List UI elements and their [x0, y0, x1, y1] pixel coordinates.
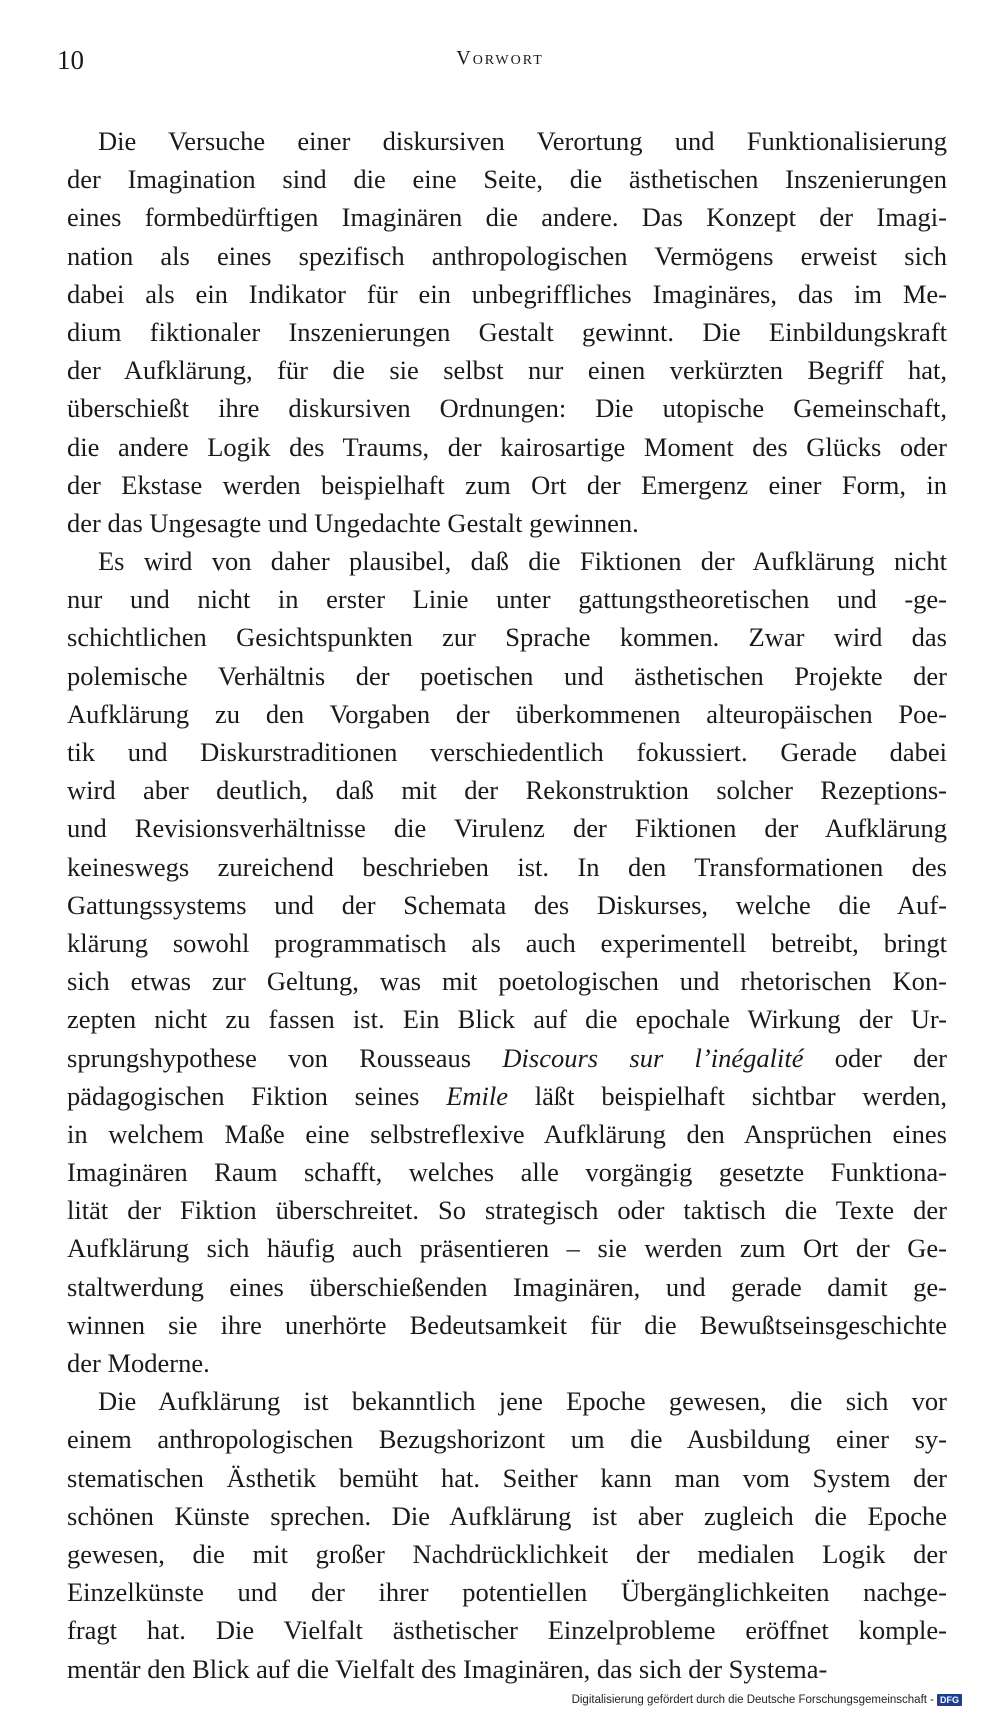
text-line — [67, 771, 947, 809]
text-segment: schichtlichen Gesichtspunkten zur Sprache kommen. Zwar wird das — [67, 622, 947, 653]
text-line — [67, 1153, 947, 1191]
text-line — [67, 1268, 947, 1306]
text-segment: Es wird von daher plausibel, daß die Fiktionen der Aufklärung nicht — [98, 546, 947, 577]
text-line — [67, 1077, 947, 1115]
text-line — [67, 809, 947, 847]
italic-title: Discours sur l’inégalité — [502, 1042, 804, 1073]
text-segment: Die Versuche einer diskursiven Verortung und Funktionalisierung — [98, 126, 947, 156]
text-segment: in welchem Maße eine selbstreflexive Aufklärung den Ansprüchen eines — [67, 1118, 947, 1149]
paragraph — [67, 1382, 947, 1688]
text-line — [67, 1535, 947, 1573]
text-segment: läßt beispielhaft sichtbar werden, — [508, 1080, 948, 1111]
text-segment: sprungshypothese von Rousseaus — [67, 1042, 503, 1073]
text-segment: die andere Logik des Traums, der kairosartige Moment des Glücks oder — [67, 431, 947, 462]
text-segment: Imaginären Raum schafft, welches alle vorgängig gesetzte Funktiona- — [67, 1157, 947, 1188]
italic-title: Emile — [446, 1080, 508, 1111]
dfg-logo: DFG — [937, 1694, 962, 1706]
text-line — [67, 542, 947, 580]
text-segment: winnen sie ihre unerhörte Bedeutsamkeit für die Bewußtseinsgeschichte — [67, 1309, 947, 1340]
text-segment: Die Aufklärung ist bekanntlich jene Epoche gewesen, die sich vor — [98, 1386, 947, 1417]
text-segment: zepten nicht zu fassen ist. Ein Blick auf die epochale Wirkung der Ur- — [67, 1004, 947, 1035]
text-segment: tik und Diskurstraditionen verschiedentlich fokussiert. Gerade dabei — [67, 737, 947, 767]
text-segment: der Aufklärung, für die sie selbst nur einen verkürzten Begriff hat, — [67, 355, 947, 386]
text-segment: staltwerdung eines überschießenden Imaginären, und gerade damit ge- — [67, 1271, 947, 1302]
text-line — [67, 1459, 947, 1497]
text-segment: dium fiktionaler Inszenierungen Gestalt gewinnt. Die Einbildungskraft — [67, 316, 947, 347]
paragraph — [67, 542, 947, 1382]
text-segment: sich etwas zur Geltung, was mit poetologischen und rhetorischen Kon- — [67, 966, 947, 997]
text-line — [67, 466, 947, 504]
text-segment: fragt hat. Die Vielfalt ästhetischer Einzelprobleme eröffnet komple- — [67, 1615, 947, 1646]
text-segment: schönen Künste sprechen. Die Aufklärung ist aber zugleich die Epoche — [67, 1500, 947, 1531]
text-line — [67, 428, 947, 466]
text-line — [67, 1573, 947, 1611]
running-head: Vorwort — [456, 47, 544, 69]
text-segment: mentär den Blick auf die Vielfalt des Imaginären, das sich der Systema- — [67, 1653, 828, 1684]
text-segment: Einzelkünste und der ihrer potentiellen Übergänglichkeiten nachge- — [67, 1577, 947, 1608]
text-line — [67, 275, 947, 313]
text-line — [67, 1115, 947, 1153]
text-line — [67, 1191, 947, 1229]
text-segment: polemische Verhältnis der poetischen und ästhetischen Projekte der — [67, 660, 947, 691]
text-line — [67, 962, 947, 1000]
text-line — [67, 160, 947, 198]
text-line — [67, 198, 947, 236]
text-segment: wird aber deutlich, daß mit der Rekonstruktion solcher Rezeptions- — [67, 775, 947, 806]
text-segment: stematischen Ästhetik bemüht hat. Seither kann man vom System der — [67, 1462, 947, 1493]
text-line — [67, 1229, 947, 1267]
text-segment: überschießt ihre diskursiven Ordnungen: Die utopische Gemeinschaft, — [67, 393, 947, 424]
digitization-footer — [572, 1694, 962, 1706]
text-segment: einem anthropologischen Bezugshorizont um die Ausbildung einer sy- — [67, 1424, 947, 1455]
text-line — [67, 1039, 947, 1077]
text-segment: der Imagination sind die eine Seite, die ästhetischen Inszenierungen — [67, 164, 947, 195]
text-segment: Aufklärung zu den Vorgaben der überkommenen alteuropäischen Poe- — [67, 698, 947, 729]
text-line — [67, 1000, 947, 1038]
text-line — [67, 1650, 947, 1688]
text-line — [67, 695, 947, 733]
text-line — [67, 618, 947, 656]
text-line — [67, 1306, 947, 1344]
text-segment: gewesen, die mit großer Nachdrücklichkeit der medialen Logik der — [67, 1538, 947, 1569]
page-number: 10 — [57, 45, 84, 75]
text-segment: klärung sowohl programmatisch als auch experimentell betreibt, bringt — [67, 927, 947, 958]
text-line — [67, 886, 947, 924]
text-segment: nation als eines spezifisch anthropologischen Vermögens erweist sich — [67, 240, 947, 271]
text-line — [67, 1611, 947, 1649]
text-segment: der Moderne. — [67, 1348, 210, 1378]
text-segment: oder der — [803, 1042, 947, 1073]
text-segment: dabei als ein Indikator für ein unbegriffliches Imaginäres, das im Me- — [67, 278, 947, 309]
text-line — [67, 389, 947, 427]
text-line — [67, 1344, 947, 1382]
text-segment: keineswegs zureichend beschrieben ist. In den Transformationen des — [67, 851, 947, 882]
text-line — [67, 733, 947, 771]
paragraph — [67, 122, 947, 542]
text-segment: Gattungssystems und der Schemata des Diskurses, welche die Auf- — [67, 889, 947, 920]
body-text — [67, 122, 947, 1688]
text-segment: und Revisionsverhältnisse die Virulenz der Fiktionen der Aufklärung — [67, 813, 947, 844]
text-segment: der das Ungesagte und Ungedachte Gestalt gewinnen. — [67, 507, 639, 538]
text-line — [67, 924, 947, 962]
text-line — [67, 237, 947, 275]
text-line — [67, 351, 947, 389]
text-line — [67, 580, 947, 618]
text-segment: nur und nicht in erster Linie unter gattungstheoretischen und -ge- — [67, 584, 947, 615]
text-segment: pädagogischen Fiktion seines — [67, 1080, 447, 1111]
text-segment: Aufklärung sich häufig auch präsentieren – sie werden zum Ort der Ge- — [67, 1233, 947, 1264]
text-line — [67, 504, 947, 542]
text-line — [67, 657, 947, 695]
text-segment: eines formbedürftigen Imaginären die andere. Das Konzept der Imagi- — [67, 202, 947, 233]
text-segment: der Ekstase werden beispielhaft zum Ort der Emergenz einer Form, in — [67, 469, 947, 500]
text-line — [67, 122, 947, 160]
text-line — [67, 1497, 947, 1535]
text-line — [67, 1382, 947, 1420]
footer-text: Digitalisierung gefördert durch die Deutsche Forschungsgemeinschaft - — [571, 1694, 934, 1706]
text-line — [67, 313, 947, 351]
text-line — [67, 1420, 947, 1458]
text-segment: lität der Fiktion überschreitet. So strategisch oder taktisch die Texte der — [67, 1195, 947, 1226]
text-line — [67, 848, 947, 886]
